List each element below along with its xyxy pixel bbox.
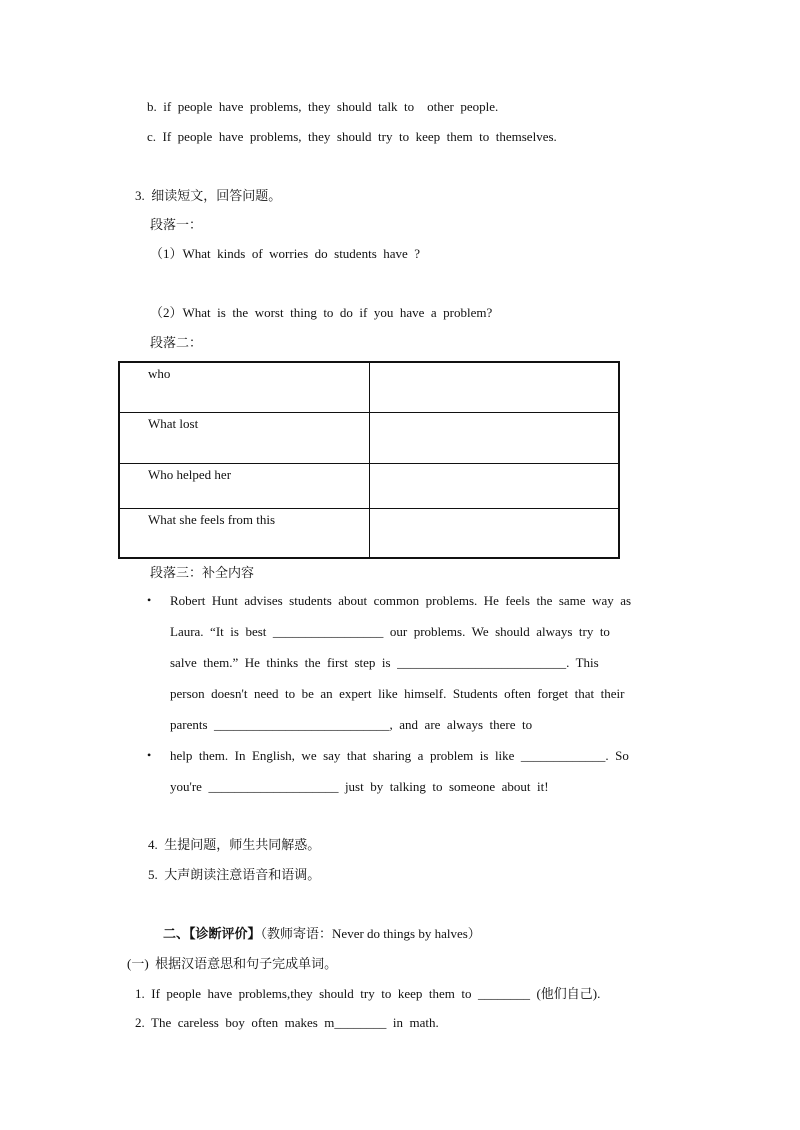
passage-line-1: Robert Hunt advises students about common problems. He feels the same way as — [170, 593, 632, 608]
section-2-heading — [163, 926, 481, 942]
passage-line-6: help them. In English, we say that sharing a problem is like _____________. So — [170, 748, 629, 763]
question-4: 4. 生提问题，师生共同解惑。 — [148, 837, 321, 852]
part-1-instruction: (一) 根据汉语意思和句子完成单词。 — [127, 956, 338, 971]
question-3: 3. 细读短文，回答问题。 — [135, 188, 282, 203]
exercise-item-2: 2. The careless boy often makes m________ in math. — [135, 1015, 439, 1030]
question-3-1: （1）What kinds of worries do students have ? — [150, 246, 421, 261]
option-b: b. if people have problems, they should talk to other people. — [147, 99, 499, 114]
table-row — [119, 412, 619, 463]
passage-line-2: Laura. “It is best _________________ our problems. We should always try to — [170, 624, 610, 639]
section-2-number: 二、 — [163, 926, 190, 941]
option-c: c. If people have problems, they should try to keep them to themselves. — [147, 129, 557, 144]
passage-line-4: person doesn't need to be an expert like himself. Students often forget that their — [170, 686, 625, 701]
passage-line-5: parents ___________________________, and are always there to — [170, 717, 533, 732]
paragraph-1-heading: 段落一： — [150, 217, 203, 232]
table-row — [119, 463, 619, 508]
paragraph-2-table — [118, 361, 620, 559]
table-cell-answer[interactable] — [369, 508, 619, 558]
table-cell-label: Who helped her — [119, 463, 369, 508]
question-3-2: （2）What is the worst thing to do if you have a problem? — [150, 305, 493, 320]
table-cell-answer[interactable] — [369, 412, 619, 463]
table-cell-answer[interactable] — [369, 362, 619, 412]
table-cell-label: who — [119, 362, 369, 412]
table-cell-answer[interactable] — [369, 463, 619, 508]
exercise-item-1: 1. If people have problems,they should try to keep them to ________ (他们自己). — [135, 986, 601, 1001]
table-cell-label: What lost — [119, 412, 369, 463]
bullet-dot-icon: • — [147, 748, 152, 762]
passage-line-3: salve them.” He thinks the first step is __________________________. This — [170, 655, 599, 670]
paragraph-3-heading: 段落三：补全内容 — [150, 565, 255, 580]
section-2-title: 【诊断评价】 — [189, 926, 261, 941]
paragraph-2-heading: 段落二： — [150, 335, 203, 350]
question-5: 5. 大声朗读注意语音和语调。 — [148, 867, 321, 882]
table-cell-label: What she feels from this — [119, 508, 369, 558]
section-2-note: （教师寄语：Never do things by halves） — [260, 926, 481, 941]
bullet-dot-icon: • — [147, 593, 152, 607]
table-row — [119, 362, 619, 412]
table-row — [119, 508, 619, 558]
passage-line-7: you're ____________________ just by talking to someone about it! — [170, 779, 549, 794]
